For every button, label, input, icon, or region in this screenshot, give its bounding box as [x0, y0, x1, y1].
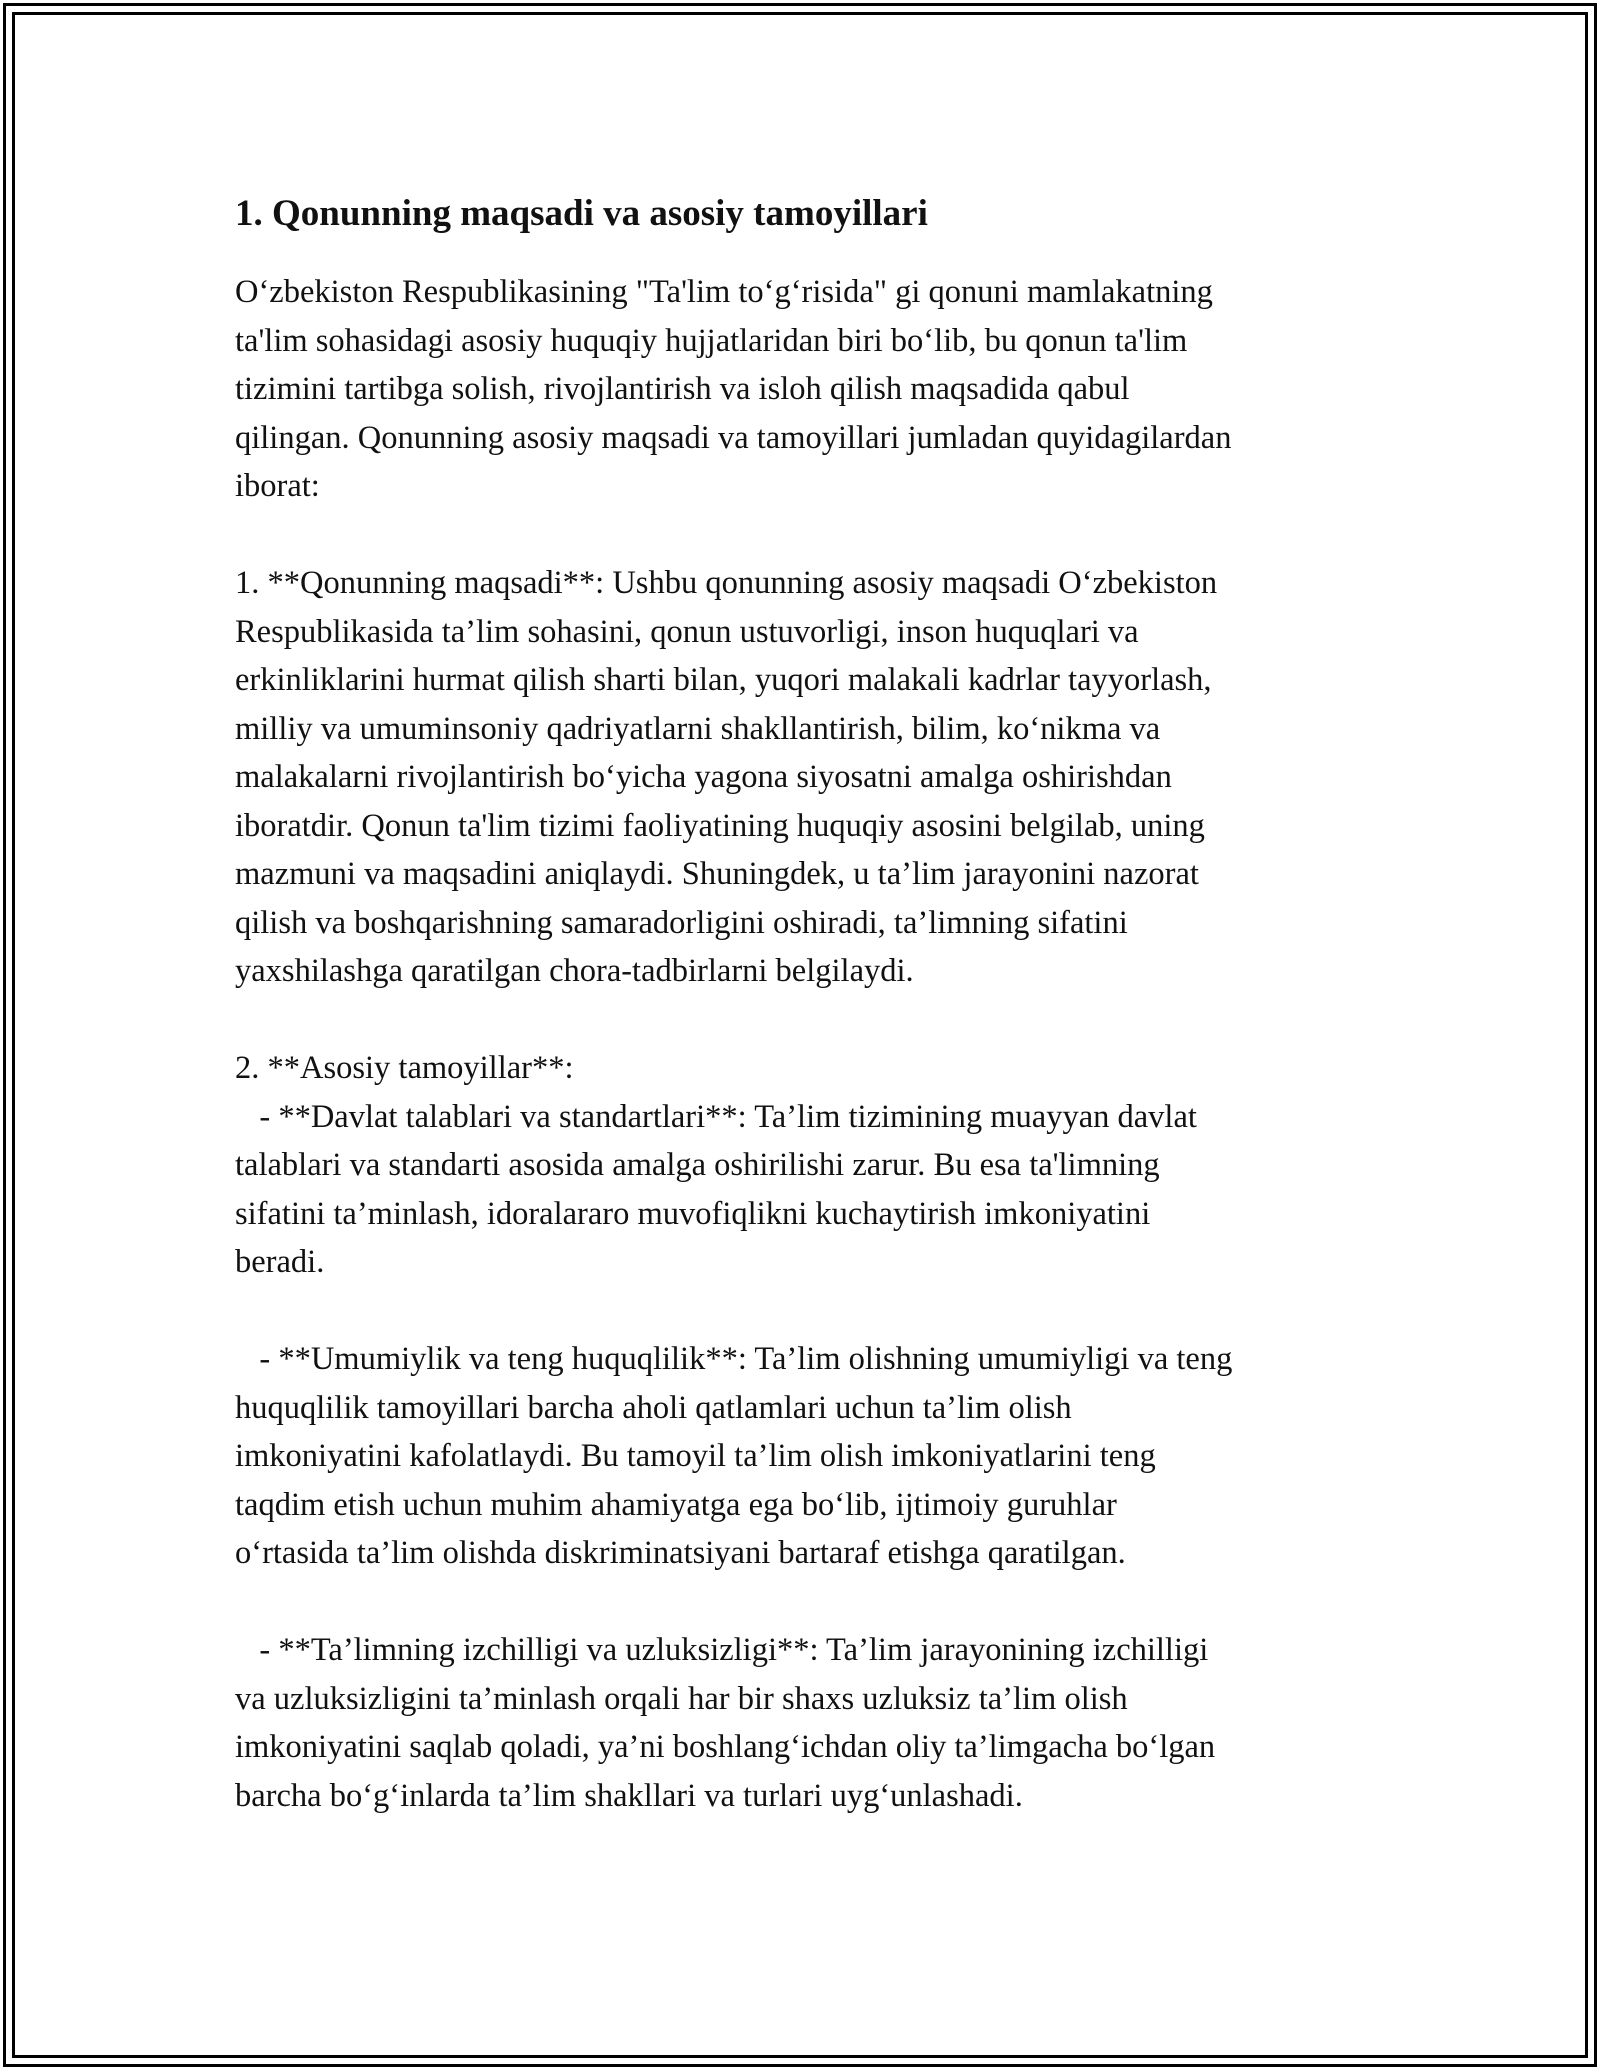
document-title: 1. Qonunning maqsadi va asosiy tamoyillari	[235, 193, 928, 234]
document-body-text: O‘zbekiston Respublikasining "Ta'lim to‘g‘risida" gi qonuni mamlakatning ta'lim sohasidagi asosiy huquqiy hujjatlaridan biri bo‘lib, bu qonun ta'lim tizimini tartibga solish, rivojlantirish va isloh qilish maqsadida qabul qilingan. Qonunning asosiy maqsadi va tamoyillari jumladan quyidagilardan iborat: 1. **Qonunning maqsadi**: Ushbu qonunning asosiy maqsadi O‘zbekiston Respublikasida ta’lim sohasini, qonun ustuvorligi, inson huquqlari va erkinliklarini hurmat qilish sharti bilan, yuqori malakali kadrlar tayyorlash, milliy va umuminsoniy qadriyatlarni shakllantirish, bilim, ko‘nikma va malakalarni rivojlantirish bo‘yicha yagona siyosatni amalga oshirishdan iboratdir. Qonun ta'lim tizimi faoliyatining huquqiy asosini belgilab, uning mazmuni va maqsadini aniqlaydi. Shuningdek, u ta’lim jarayonini nazorat qilish va boshqarishning samaradorligini oshiradi, ta’limning sifatini yaxshilashga qaratilgan chora-tadbirlarni belgilaydi. 2. **Asosiy tamoyillar**: - **Davlat talablari va standartlari**: Ta’lim tizimining muayyan davlat talablari va standarti asosida amalga oshirilishi zarur. Bu esa ta'limning sifatini ta’minlash, idoralararo muvofiqlikni kuchaytirish imkoniyatini beradi. - **Umumiylik va teng huquqlilik**: Ta’lim olishning umumiyligi va teng huquqlilik tamoyillari barcha aholi qatlamlari uchun ta’lim olish imkoniyatini kafolatlaydi. Bu tamoyil ta’lim olish imkoniyatlarini teng taqdim etish uchun muhim ahamiyatga ega bo‘lib, ijtimoiy guruhlar o‘rtasida ta’lim olishda diskriminatsiyani bartaraf etishga qaratilgan. - **Ta’limning izchilligi va uzluksizligi**: Ta’lim jarayonining izchilligi va uzluksizligini ta’minlash orqali har bir shaxs uzluksiz ta’lim olish imkoniyatini saqlab qoladi, ya’ni boshlang‘ichdan oliy ta’limgacha bo‘lgan barcha bo‘g‘inlarda ta’lim shakllari va turlari uyg‘unlashadi.	[235, 274, 1233, 1814]
document-content	[235, 188, 1375, 1820]
